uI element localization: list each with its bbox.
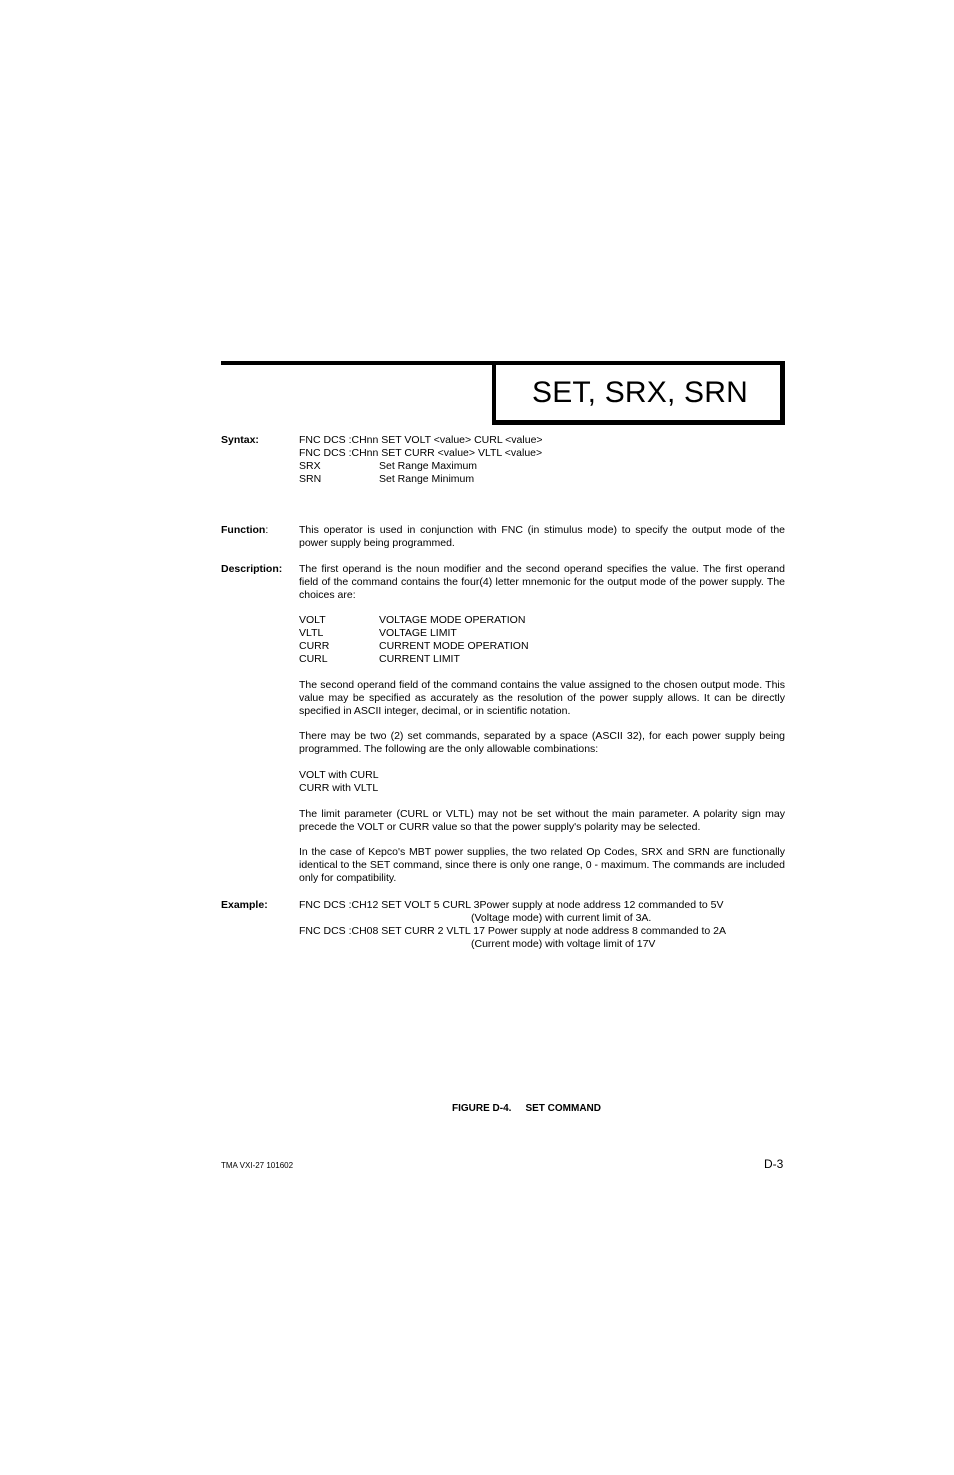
opcode-desc: Set Range Maximum [379, 460, 478, 472]
figure-caption [452, 1103, 601, 1114]
description-para: In the case of Kepco's MBT power supplies, the two related Op Codes, SRX and SRN are functionally identical to the SET command, since there is only one range, 0 - maximum. The commands are included only for compatibility. [299, 846, 785, 884]
description-para: The second operand field of the command contains the value assigned to the chosen output mode. This value may be specified as accurately as the resolution of the power supply allows. It can be directly specified in ASCII integer, decimal, or in scientific notation. [299, 679, 785, 717]
choice-row [299, 627, 785, 640]
choice-desc: CURRENT LIMIT [379, 653, 460, 665]
choice-code: CURR [299, 640, 330, 652]
syntax-label: Syntax: [221, 434, 259, 446]
choice-code: CURL [299, 653, 328, 665]
choice-desc: CURRENT MODE OPERATION [379, 640, 529, 652]
opcode-desc: Set Range Minimum [379, 473, 475, 485]
opcode: SRN [299, 473, 322, 485]
example-line: FNC DCS :CH12 SET VOLT 5 CURL 3Power supply at node address 12 commanded to 5V [299, 899, 724, 911]
syntax-pair [299, 460, 785, 473]
description-label: Description: [221, 563, 283, 575]
syntax-content [299, 434, 785, 486]
example-content [299, 899, 785, 951]
choice-code: VOLT [299, 614, 326, 626]
example-line: (Voltage mode) with current limit of 3A. [471, 912, 652, 924]
title-rule [221, 361, 493, 365]
combo-line: VOLT with CURL [299, 769, 379, 781]
syntax-line: FNC DCS :CHnn SET VOLT <value> CURL <value> [299, 434, 543, 446]
combo-line: CURR with VLTL [299, 782, 379, 794]
choice-code: VLTL [299, 627, 324, 639]
syntax-pair [299, 473, 785, 486]
choice-row [299, 614, 785, 627]
opcode: SRX [299, 460, 321, 472]
figure-number: FIGURE D-4. [452, 1103, 512, 1114]
function-text: This operator is used in conjunction with FNC (in stimulus mode) to specify the output mode of the power supply being programmed. [299, 524, 785, 549]
footer-page-number: D-3 [764, 1157, 784, 1171]
function-content [299, 524, 785, 550]
page-title: SET, SRX, SRN [532, 375, 748, 409]
choice-desc: VOLTAGE MODE OPERATION [379, 614, 526, 626]
example-line: (Current mode) with voltage limit of 17V [471, 938, 656, 950]
figure-title: SET COMMAND [525, 1103, 602, 1114]
function-label: Function: [221, 524, 269, 536]
description-para: The limit parameter (CURL or VLTL) may not be set without the main parameter. A polarity sign may precede the VOLT or CURR value so that the power supply's polarity may be selected. [299, 808, 785, 833]
choice-desc: VOLTAGE LIMIT [379, 627, 457, 639]
syntax-line: FNC DCS :CHnn SET CURR <value> VLTL <value> [299, 447, 543, 459]
choice-row [299, 640, 785, 653]
example-label: Example: [221, 899, 268, 911]
description-content [299, 563, 785, 885]
title-box [492, 361, 785, 425]
footer-doc-id: TMA VXI-27 101602 [221, 1161, 294, 1170]
description-intro: The first operand is the noun modifier and the second operand specifies the value. The first operand field of the command contains the four(4) letter mnemonic for the output mode of the power supply. The choices are: [299, 563, 785, 601]
description-para: There may be two (2) set commands, separated by a space (ASCII 32), for each power supply being programmed. The following are the only allowable combinations: [299, 730, 785, 755]
choice-row [299, 653, 785, 666]
example-line: FNC DCS :CH08 SET CURR 2 VLTL 17 Power supply at node address 8 commanded to 2A [299, 925, 726, 937]
